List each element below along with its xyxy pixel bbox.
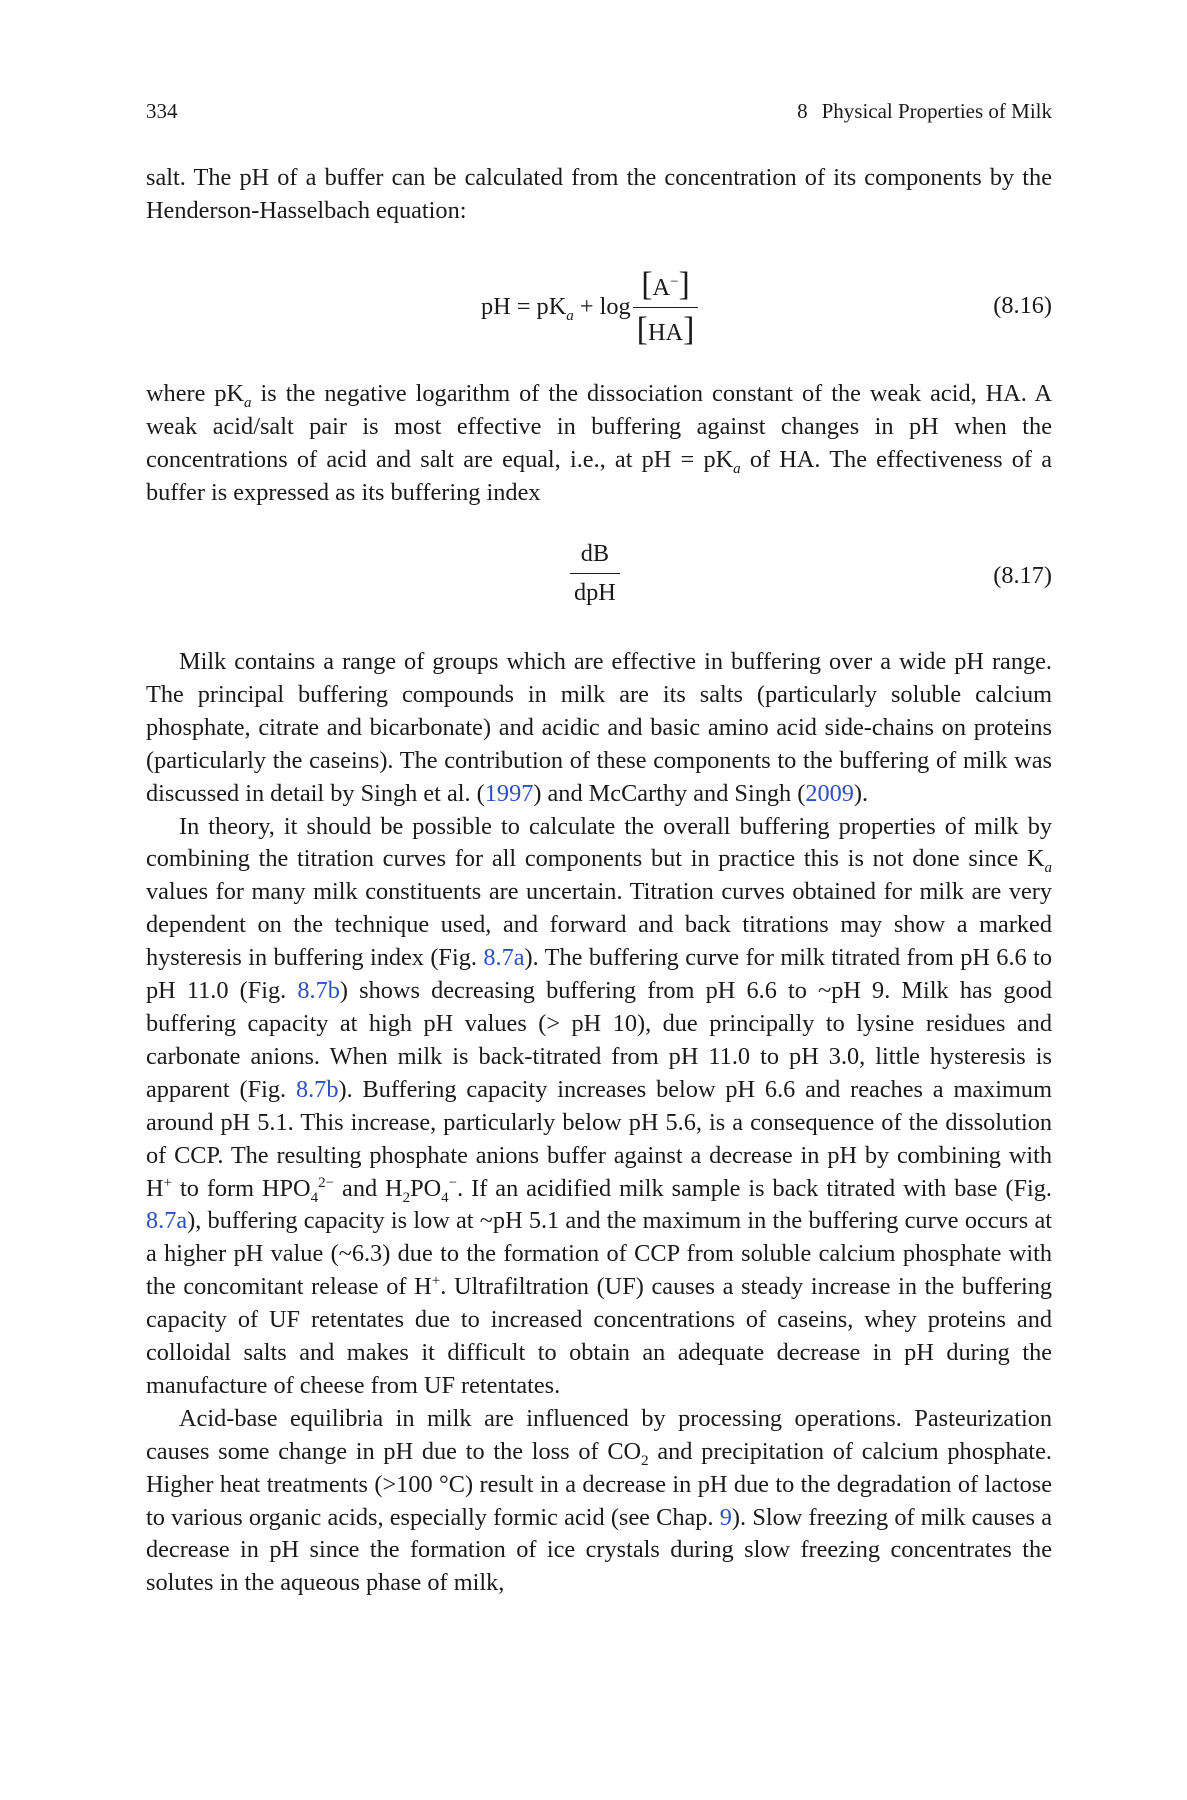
equation-8-16-body xyxy=(481,262,698,352)
figure-link[interactable]: 8.7b xyxy=(297,977,340,1005)
equation-8-17 xyxy=(146,540,1052,620)
body-text xyxy=(146,646,1052,1600)
eq-numerator: dB xyxy=(580,540,610,567)
running-header xyxy=(146,96,1052,126)
eq-lhs: pH = $pK_a + \log$ xyxy=(481,293,631,324)
page-number: 334 xyxy=(146,98,178,123)
eq-denominator: [HA] xyxy=(633,307,699,347)
figure-link[interactable]: 8.7b xyxy=(295,1075,339,1103)
eq-fraction xyxy=(570,540,620,607)
paragraph-theory: In theory, it should be possible to calculate the overall buffering properties of milk by combining the titration curves for all components but in practice this is not done since $K_a$ values for many milk constituents are uncertain. Titration curves obtained for milk are very dependent on the technique used, and forward and back titrations may show a marked hysteresis in buffering index (Fig. 8.7a). The buffering curve for milk titrated from pH 6.6 to pH 11.0 (Fig. 8.7b) shows decreasing buffering from pH 6.6 to ~pH 9. Milk has good buffering capacity at high pH values (> pH 10), due principally to lysine residues and carbonate anions. When milk is back-titrated from pH 11.0 to pH 3.0, little hysteresis is apparent (Fig. 8.7b). Buffering capacity increases below pH 6.6 and reaches a maximum around pH 5.1. This increase, particularly below pH 5.6, is a consequence of the dissolution of CCP. The resulting phosphate anions buffer against a decrease in pH by combining with H+ to form $HPO_4^{2-}$ and $H_2PO_4^-$. If an acidified milk sample is back titrated with base (Fig. 8.7a), buffering capacity is low at ~pH 5.1 and the maximum in the buffering curve occurs at a higher pH value (~6.3) due to the formation of CCP from soluble calcium phosphate with the concomitant release of H+. Ultrafiltration (UF) causes a steady increase in the buffering capacity of UF retentates due to increased concentrations of caseins, whey proteins and colloidal salts and makes it difficult to obtain an adequate decrease in pH during the manufacture of cheese from UF retentates. xyxy=(146,812,1052,1399)
chapter-heading xyxy=(797,99,1052,124)
paragraph-acid-base: Acid-base equilibria in milk are influenced by processing operations. Pasteurization causes some change in pH due to the loss of $CO_2$ and precipitation of calcium phosphate. Higher heat treatments (>100 °C) result in a decrease in pH due to the degradation of lactose to various organic acids, especially formic acid (see Chap. 9). Slow freezing of milk causes a decrease in pH since the formation of ice crystals during slow freezing concentrates the solutes in the aqueous phase of milk, xyxy=(146,1404,1052,1597)
reference-link[interactable]: 2009 xyxy=(805,779,854,807)
eq-numerator: [A−] xyxy=(641,265,690,303)
reference-link[interactable]: 1997 xyxy=(484,779,534,807)
paragraph-pka: where $pK_a$ is the negative logarithm of the dissociation constant of the weak acid, HA. A weak acid/salt pair is most effective in buffering against changes in pH when the concentrations of acid and salt are equal, i.e., at pH = $pK_a$ of HA. The effectiveness of a buffer is expressed as its buffering index xyxy=(146,380,1052,506)
chapter-title: Physical Properties of Milk xyxy=(821,98,1052,123)
intro-paragraph xyxy=(146,162,1052,228)
equation-number: (8.17) xyxy=(993,562,1052,589)
paragraph-intro: salt. The pH of a buffer can be calculated from the concentration of its components by the Henderson-Hasselbach equation: xyxy=(146,164,1052,224)
figure-link[interactable]: 8.7a xyxy=(483,944,525,972)
equation-8-17-body xyxy=(570,540,620,607)
eq-fraction xyxy=(633,265,699,348)
equation-8-16 xyxy=(146,262,1052,352)
eq-denominator: dpH xyxy=(570,573,620,607)
chapter-link[interactable]: 9 xyxy=(719,1503,732,1531)
chapter-number: 8 xyxy=(797,98,808,123)
equation-number: (8.16) xyxy=(993,292,1052,319)
figure-link[interactable]: 8.7a xyxy=(146,1207,188,1235)
paragraph-milk-buffering: Milk contains a range of groups which are effective in buffering over a wide pH range. The principal buffering compounds in milk are its salts (particularly soluble calcium phosphate, citrate and bicarbonate) and acidic and basic amino acid side-chains on proteins (particularly the caseins). The contribution of these components to the buffering of milk was discussed in detail by Singh et al. (1997) and McCarthy and Singh (2009). xyxy=(146,648,1052,807)
